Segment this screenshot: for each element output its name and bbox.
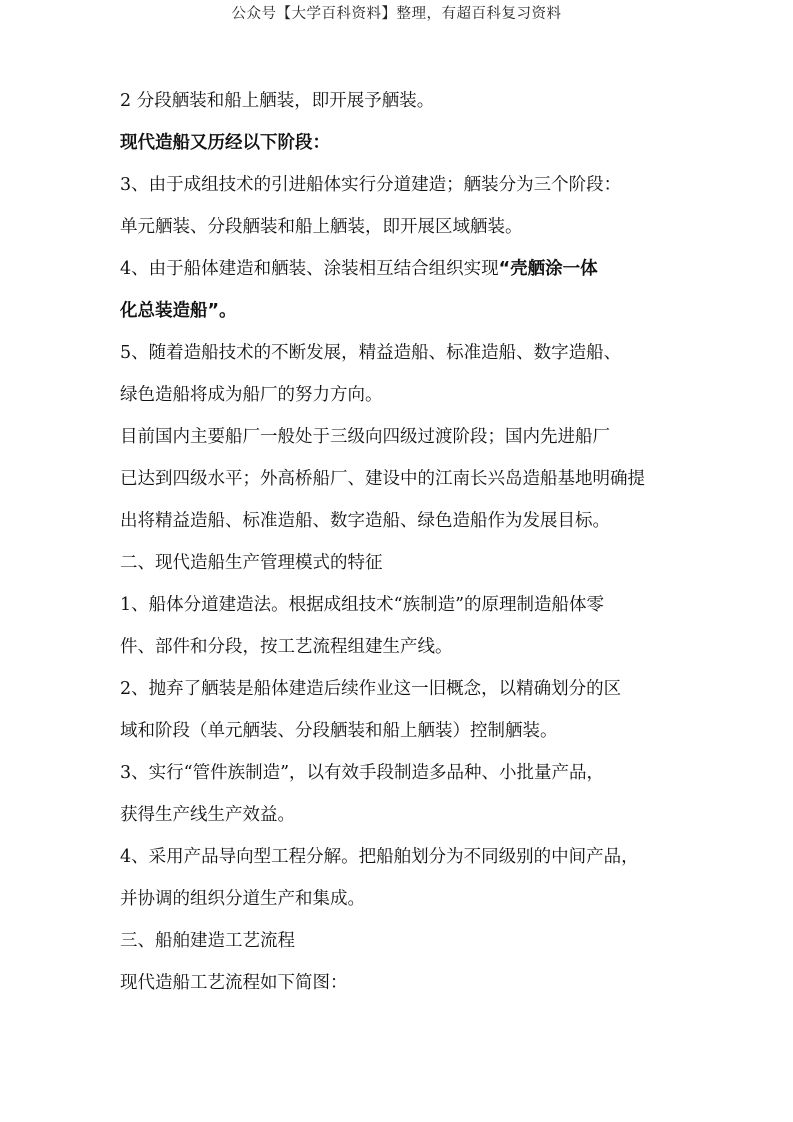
paragraph-line: 3、由于成组技术的引进船体实行分道建造；舾装分为三个阶段： [120, 175, 622, 195]
document-body [120, 86, 680, 1010]
page-header: 公众号【大学百科资料】整理，有超百科复习资料 [231, 6, 562, 22]
paragraph-line: 域和阶段（单元舾装、分段舾装和船上舾装）控制舾装。 [120, 721, 558, 741]
bold-phrase: “壳舾涂一体 [498, 259, 598, 279]
paragraph-line: 目前国内主要船厂一般处于三级向四级过渡阶段；国内先进船厂 [120, 427, 610, 447]
paragraph-line: 2 分段舾装和船上舾装，即开展予舾装。 [120, 91, 435, 111]
paragraph-line: 已达到四级水平；外高桥船厂、建设中的江南长兴岛造船基地明确提 [120, 469, 645, 489]
paragraph-line: 并协调的组织分道生产和集成。 [120, 889, 365, 909]
paragraph-line: 获得生产线生产效益。 [120, 805, 295, 825]
paragraph-line: 1、船体分道建造法。根据成组技术“族制造”的原理制造船体零 [120, 595, 605, 615]
paragraph-line: 现代造船工艺流程如下简图： [120, 973, 348, 993]
paragraph-line [120, 254, 680, 296]
bold-phrase-continued: 化总装造船”。 [120, 301, 237, 321]
paragraph-line: 件、部件和分段，按工艺流程组建生产线。 [120, 637, 453, 657]
section-heading: 现代造船又历经以下阶段： [120, 133, 330, 153]
section-heading: 三、船舶建造工艺流程 [120, 931, 295, 951]
paragraph-line: 绿色造船将成为船厂的努力方向。 [120, 385, 383, 405]
paragraph-line: 出将精益造船、标准造船、数字造船、绿色造船作为发展目标。 [120, 511, 610, 531]
paragraph-line: 5、随着造船技术的不断发展，精益造船、标准造船、数字造船、 [120, 343, 622, 363]
paragraph-line: 3、实行“管件族制造”，以有效手段制造多品种、小批量产品， [120, 763, 605, 783]
paragraph-text: 4、由于船体建造和舾装、涂装相互结合组织实现 [120, 259, 499, 279]
paragraph-line: 单元舾装、分段舾装和船上舾装，即开展区域舾装。 [120, 217, 523, 237]
section-heading: 二、现代造船生产管理模式的特征 [120, 553, 383, 573]
paragraph-line: 4、采用产品导向型工程分解。把船舶划分为不同级别的中间产品， [120, 847, 639, 867]
paragraph-line: 2、抛弃了舾装是船体建造后续作业这一旧概念，以精确划分的区 [120, 679, 622, 699]
